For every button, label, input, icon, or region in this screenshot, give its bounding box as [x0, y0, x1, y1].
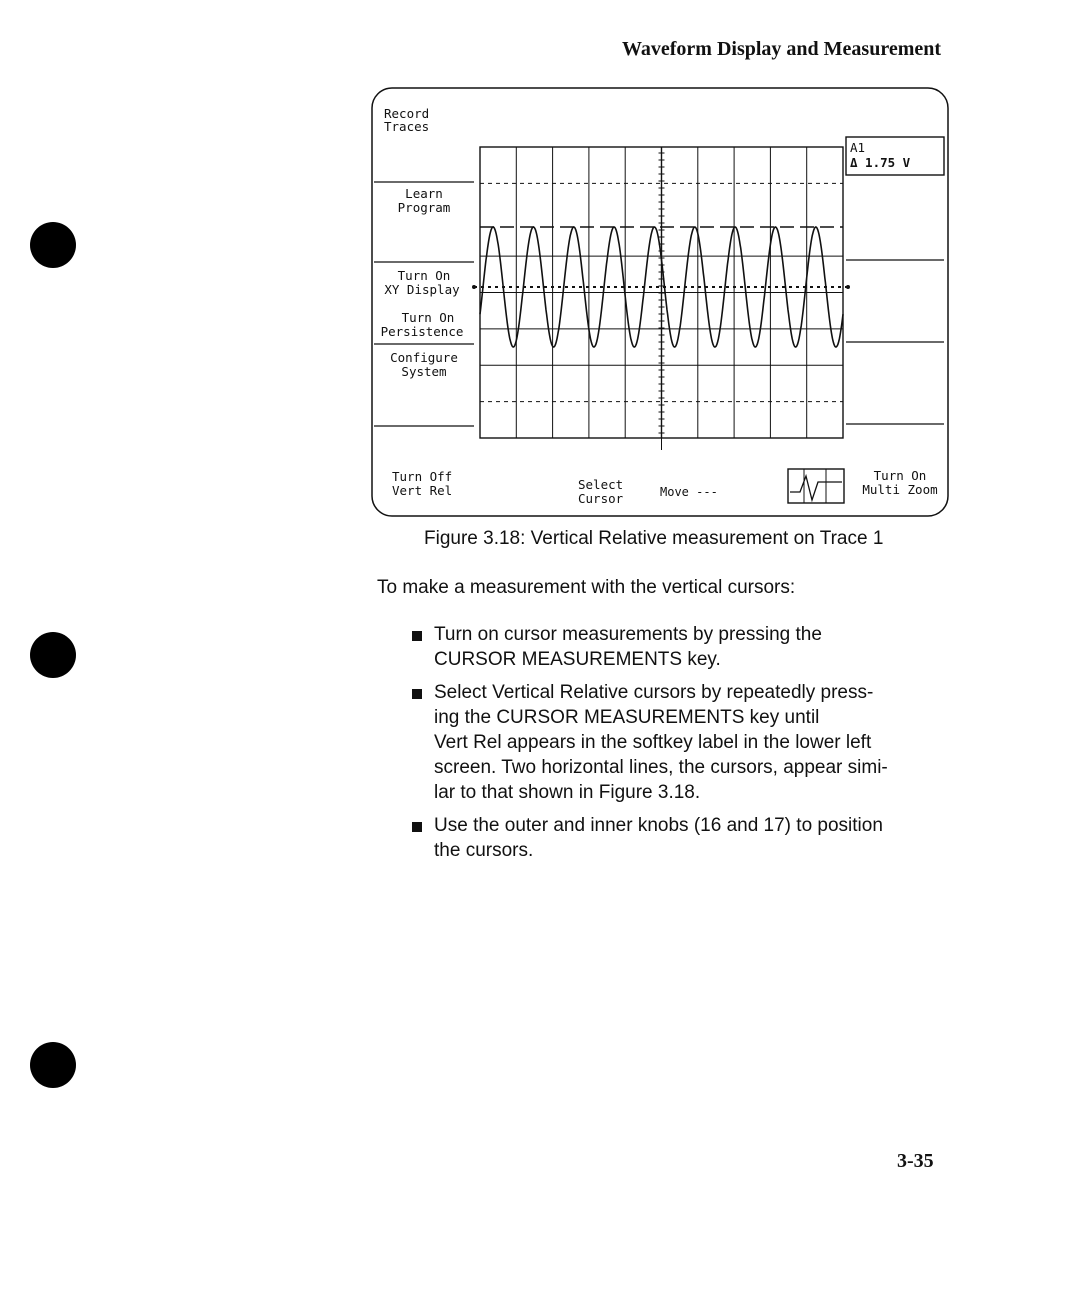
svg-text:Turn On: Turn On — [873, 468, 927, 483]
svg-text:Record: Record — [384, 106, 430, 121]
svg-text:Configure: Configure — [390, 350, 458, 365]
oscilloscope-screen-figure — [370, 86, 950, 518]
softkey-learn-program[interactable] — [398, 186, 451, 215]
binder-hole-top — [30, 222, 76, 268]
instruction-item — [412, 622, 932, 672]
softkey-vert-rel[interactable] — [392, 469, 452, 498]
intro-paragraph: To make a measurement with the vertical cursors: — [377, 577, 796, 598]
page-number: 3-35 — [897, 1150, 934, 1172]
binder-hole-middle — [30, 632, 76, 678]
instruction-line: lar to that shown in Figure 3.18. — [434, 782, 701, 803]
instruction-line: Vert Rel appears in the softkey label in the lower left — [434, 732, 872, 753]
instruction-list — [412, 622, 932, 871]
running-head: Waveform Display and Measurement — [622, 38, 942, 60]
instruction-line: ing the CURSOR MEASUREMENTS key until — [434, 707, 820, 728]
svg-text:Turn On: Turn On — [397, 268, 451, 283]
softkey-select-cursor[interactable] — [578, 477, 624, 506]
svg-text:Select: Select — [578, 477, 624, 492]
svg-text:Turn Off: Turn Off — [392, 469, 453, 484]
instruction-line: Turn on cursor measurements by pressing the — [434, 624, 822, 645]
instruction-line: screen. Two horizontal lines, the cursors, appear simi- — [434, 757, 888, 778]
softkey-multi-zoom[interactable] — [862, 468, 937, 497]
instruction-line: CURSOR MEASUREMENTS key. — [434, 649, 721, 670]
svg-text:Learn: Learn — [405, 186, 443, 201]
softkey-persistence[interactable] — [381, 310, 464, 339]
softkey-xy-display[interactable] — [384, 268, 460, 297]
svg-text:System: System — [401, 364, 447, 379]
softkey-configure-system[interactable] — [390, 350, 458, 379]
instruction-item — [412, 680, 932, 805]
svg-text:Persistence: Persistence — [380, 324, 464, 339]
svg-text:XY Display: XY Display — [384, 282, 460, 297]
readout-delta: Δ 1.75 V — [850, 155, 911, 170]
svg-text:Cursor: Cursor — [578, 491, 624, 506]
instruction-item — [412, 813, 932, 863]
instruction-line: Select Vertical Relative cursors by repeatedly press- — [434, 682, 874, 703]
softkey-move[interactable]: Move --- — [660, 485, 718, 499]
oscilloscope-screen — [370, 86, 950, 518]
svg-text:Program: Program — [397, 200, 451, 215]
figure-caption: Figure 3.18: Vertical Relative measurement on Trace 1 — [424, 528, 884, 549]
svg-text:Turn On: Turn On — [401, 310, 455, 325]
instruction-line: Use the outer and inner knobs (16 and 17) to position — [434, 815, 883, 836]
svg-text:Traces: Traces — [384, 119, 430, 134]
binder-hole-bottom — [30, 1042, 76, 1088]
svg-text:Multi Zoom: Multi Zoom — [862, 482, 938, 497]
graticule-grid — [480, 147, 843, 450]
zoom-icon — [788, 469, 844, 503]
readout-channel: A1 — [850, 140, 866, 155]
svg-text:Vert Rel: Vert Rel — [392, 483, 453, 498]
softkey-record-traces[interactable] — [384, 106, 429, 134]
instruction-line: the cursors. — [434, 840, 534, 861]
